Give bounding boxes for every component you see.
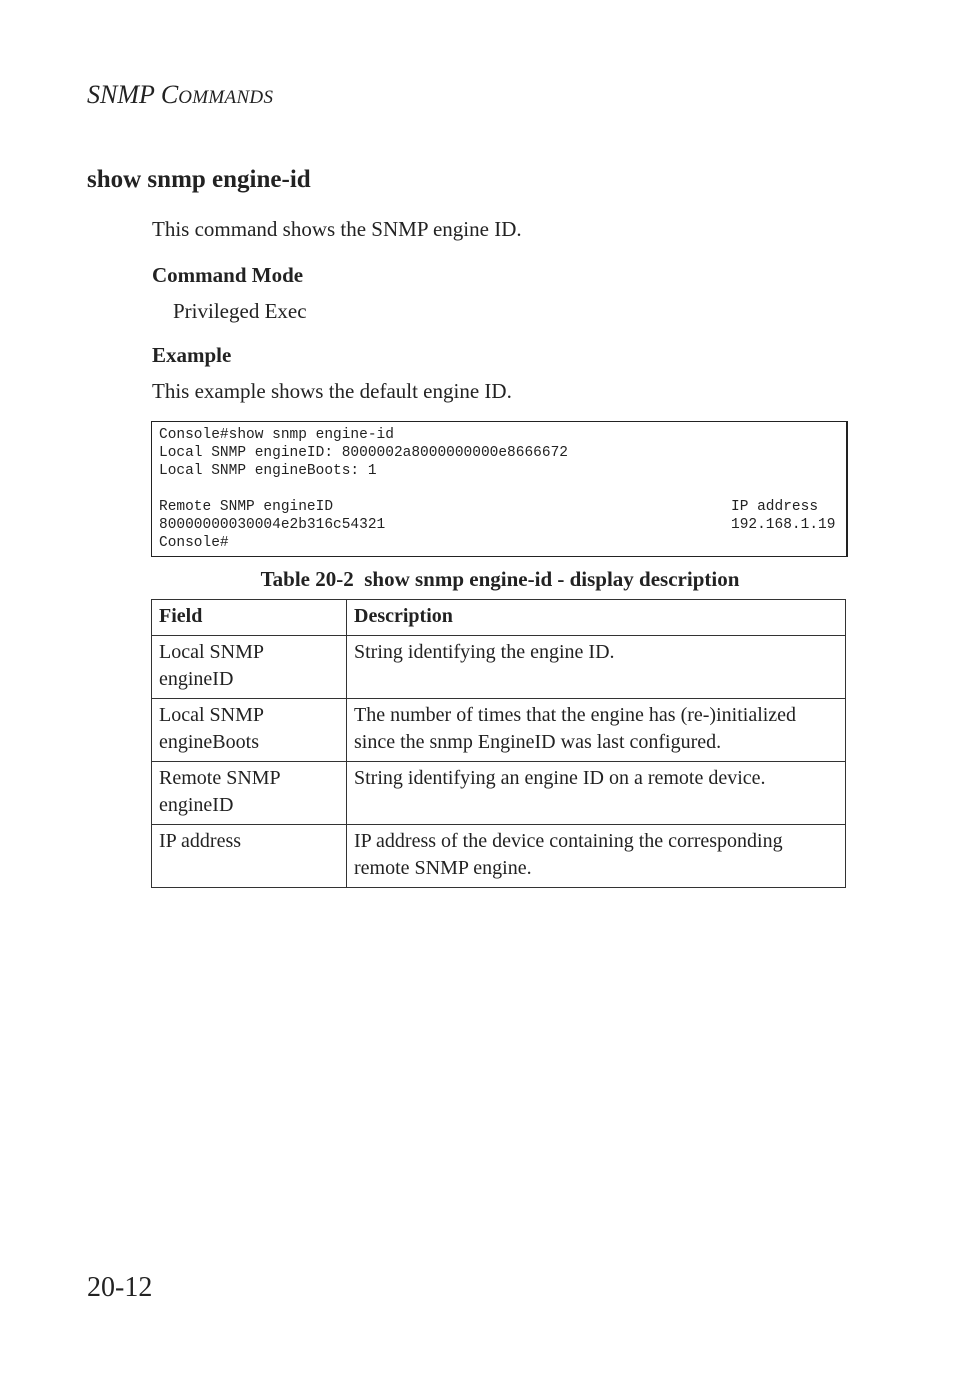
code-line-5-right: 192.168.1.19	[731, 517, 836, 533]
field-cell: Local SNMP engineBoots	[152, 699, 347, 762]
code-line-4-left: Remote SNMP engineID	[159, 499, 334, 515]
page-number: 20-12	[87, 1272, 153, 1303]
section-title: show snmp engine-id	[87, 166, 311, 193]
description-table	[151, 599, 846, 888]
header-field: Field	[152, 600, 347, 636]
command-mode-value: Privileged Exec	[173, 299, 307, 323]
field-cell: IP address	[152, 825, 347, 888]
table-row	[152, 636, 846, 699]
table-header-row	[152, 600, 846, 636]
description-cell: IP address of the device containing the corresponding remote SNMP engine.	[347, 825, 846, 888]
running-head-initial: SNMP C	[87, 80, 179, 109]
header-description: Description	[347, 600, 846, 636]
table-row	[152, 699, 846, 762]
code-line-6: Console#	[159, 535, 229, 551]
console-output-box	[151, 421, 848, 557]
command-mode-heading: Command Mode	[152, 263, 304, 287]
description-cell: The number of times that the engine has (re-)initialized since the snmp EngineID was last configured.	[347, 699, 846, 762]
code-line-4-right: IP address	[731, 499, 819, 515]
example-text: This example shows the default engine ID.	[152, 379, 512, 403]
running-head	[87, 80, 273, 110]
description-cell: String identifying the engine ID.	[347, 636, 846, 699]
code-line-1: Console#show snmp engine-id	[159, 427, 394, 443]
command-description: This command shows the SNMP engine ID.	[152, 217, 522, 241]
code-line-5-left: 80000000030004e2b316c54321	[159, 517, 386, 533]
description-cell: String identifying an engine ID on a remote device.	[347, 762, 846, 825]
field-cell: Remote SNMP engineID	[152, 762, 347, 825]
example-heading: Example	[152, 343, 232, 367]
code-line-3: Local SNMP engineBoots: 1	[159, 463, 377, 479]
field-cell: Local SNMP engineID	[152, 636, 347, 699]
table-row	[152, 762, 846, 825]
code-line-2: Local SNMP engineID: 8000002a8000000000e8666672	[159, 445, 568, 461]
table-row	[152, 825, 846, 888]
running-head-smallcaps: OMMANDS	[178, 87, 274, 108]
table-caption: Table 20-2 show snmp engine-id - display description	[260, 567, 740, 591]
